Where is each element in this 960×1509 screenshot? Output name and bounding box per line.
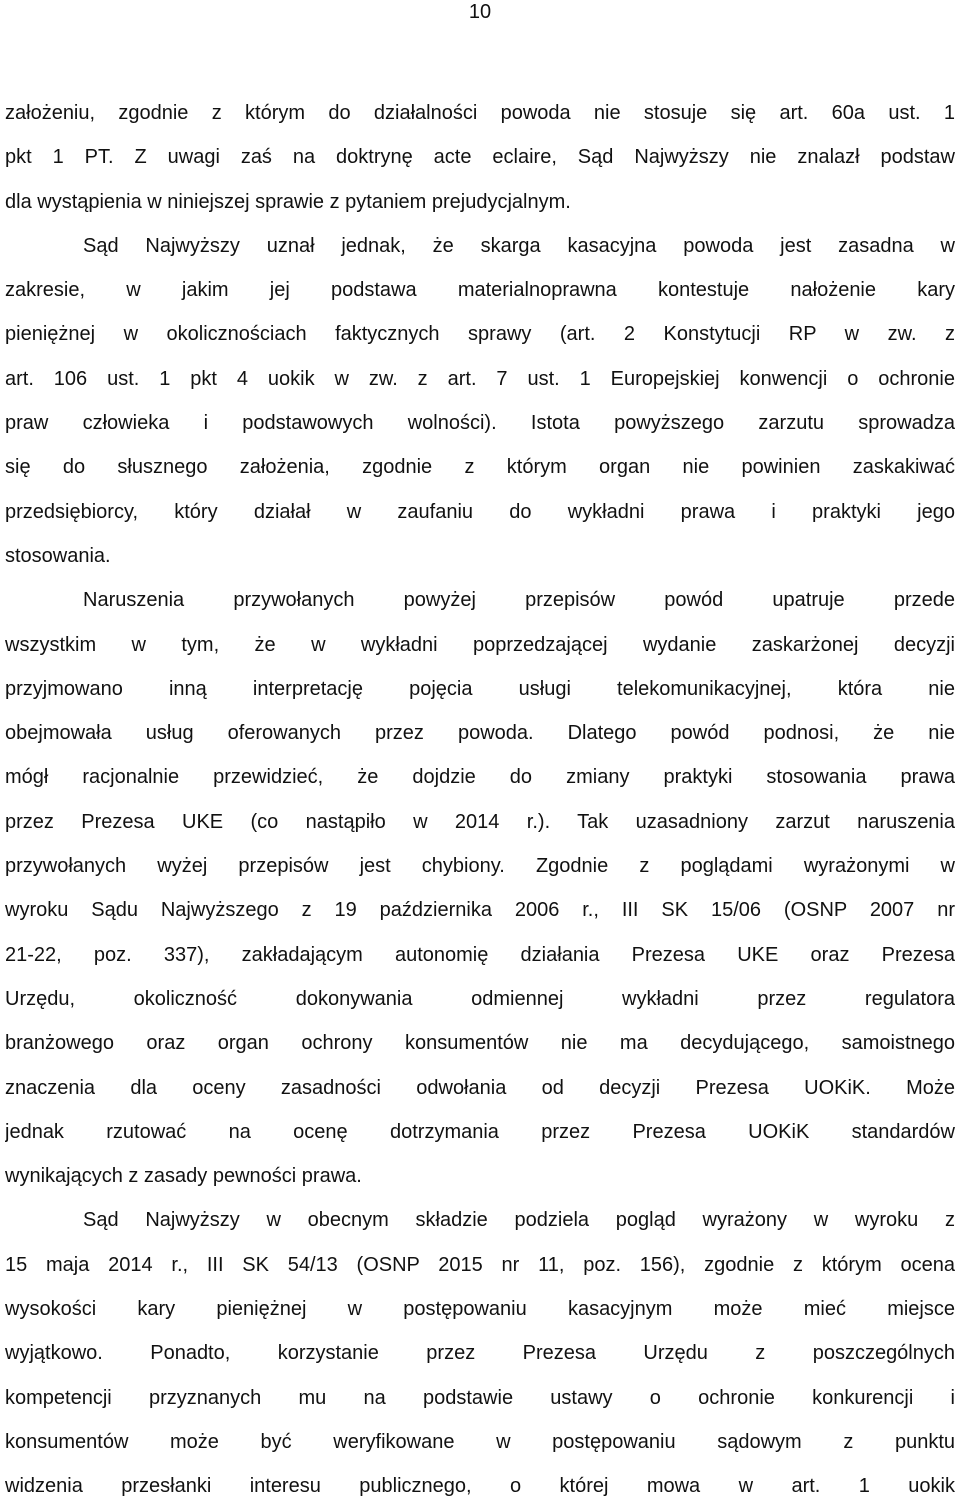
text-line: Urzędu, okoliczność dokonywania odmiennej wykładni przez regulatora: [5, 987, 955, 1010]
text-line: wysokości kary pieniężnej w postępowaniu kasacyjnym może mieć miejsce: [5, 1298, 955, 1321]
text-line: stosowania.: [5, 544, 111, 567]
text-line: obejmowała usług oferowanych przez powoda. Dlatego powód podnosi, że nie: [5, 722, 955, 745]
text-line: kompetencji przyznanych mu na podstawie ustawy o ochronie konkurencji i: [5, 1386, 955, 1409]
document-body: [5, 91, 955, 1509]
text-line: się do słusznego założenia, zgodnie z którym organ nie powinien zaskakiwać: [5, 456, 955, 479]
text-line: wyjątkowo. Ponadto, korzystanie przez Prezesa Urzędu z poszczególnych: [5, 1342, 955, 1365]
text-line: przez Prezesa UKE (co nastąpiło w 2014 r.). Tak uzasadniony zarzut naruszenia: [5, 810, 955, 833]
text-line: dla wystąpienia w niniejszej sprawie z pytaniem prejudycjalnym.: [5, 190, 571, 213]
text-line: pieniężnej w okolicznościach faktycznych sprawy (art. 2 Konstytucji RP w zw. z: [5, 323, 955, 346]
text-line: mógł racjonalnie przewidzieć, że dojdzie do zmiany praktyki stosowania prawa: [5, 766, 955, 789]
text-line: wynikających z zasady pewności prawa.: [5, 1165, 362, 1188]
text-line: wszystkim w tym, że w wykładni poprzedzającej wydanie zaskarżonej decyzji: [5, 633, 955, 656]
text-line: znaczenia dla oceny zasadności odwołania od decyzji Prezesa UOKiK. Może: [5, 1076, 955, 1099]
text-line: 15 maja 2014 r., III SK 54/13 (OSNP 2015 nr 11, poz. 156), zgodnie z którym ocena: [5, 1253, 955, 1276]
text-line: wyroku Sądu Najwyższego z 19 października 2006 r., III SK 15/06 (OSNP 2007 nr: [5, 899, 955, 922]
text-line: konsumentów może być weryfikowane w postępowaniu sądowym z punktu: [5, 1430, 955, 1453]
text-line: jednak rzutować na ocenę dotrzymania przez Prezesa UOKiK standardów: [5, 1120, 955, 1143]
text-line: art. 106 ust. 1 pkt 4 uokik w zw. z art. 7 ust. 1 Europejskiej konwencji o ochronie: [5, 367, 955, 390]
text-line: przyjmowano inną interpretację pojęcia usługi telekomunikacyjnej, która nie: [5, 677, 955, 700]
text-line: przywołanych wyżej przepisów jest chybiony. Zgodnie z poglądami wyrażonymi w: [5, 855, 955, 878]
text-line: widzenia przesłanki interesu publicznego, o której mowa w art. 1 uokik: [5, 1475, 955, 1498]
paragraph-first-line: Sąd Najwyższy uznał jednak, że skarga kasacyjna powoda jest zasadna w: [83, 234, 955, 257]
text-line: praw człowieka i podstawowych wolności). Istota powyższego zarzutu sprowadza: [5, 412, 955, 435]
page-number: 10: [468, 1, 492, 23]
text-line: założeniu, zgodnie z którym do działalności powoda nie stosuje się art. 60a ust. 1: [5, 102, 955, 124]
text-line: 21-22, poz. 337), zakładającym autonomię działania Prezesa UKE oraz Prezesa: [5, 943, 955, 966]
text-line: pkt 1 PT. Z uwagi zaś na doktrynę acte eclaire, Sąd Najwyższy nie znalazł podstaw: [5, 146, 955, 169]
paragraph-first-line: Sąd Najwyższy w obecnym składzie podziela pogląd wyrażony w wyroku z: [83, 1209, 955, 1232]
paragraph-first-line: Naruszenia przywołanych powyżej przepisów powód upatruje przede: [83, 589, 955, 612]
text-line: zakresie, w jakim jej podstawa materialnoprawna kontestuje nałożenie kary: [5, 279, 955, 302]
text-line: przedsiębiorcy, który działał w zaufaniu do wykładni prawa i praktyki jego: [5, 500, 955, 523]
text-line: branżowego oraz organ ochrony konsumentów nie ma decydującego, samoistnego: [5, 1032, 955, 1055]
